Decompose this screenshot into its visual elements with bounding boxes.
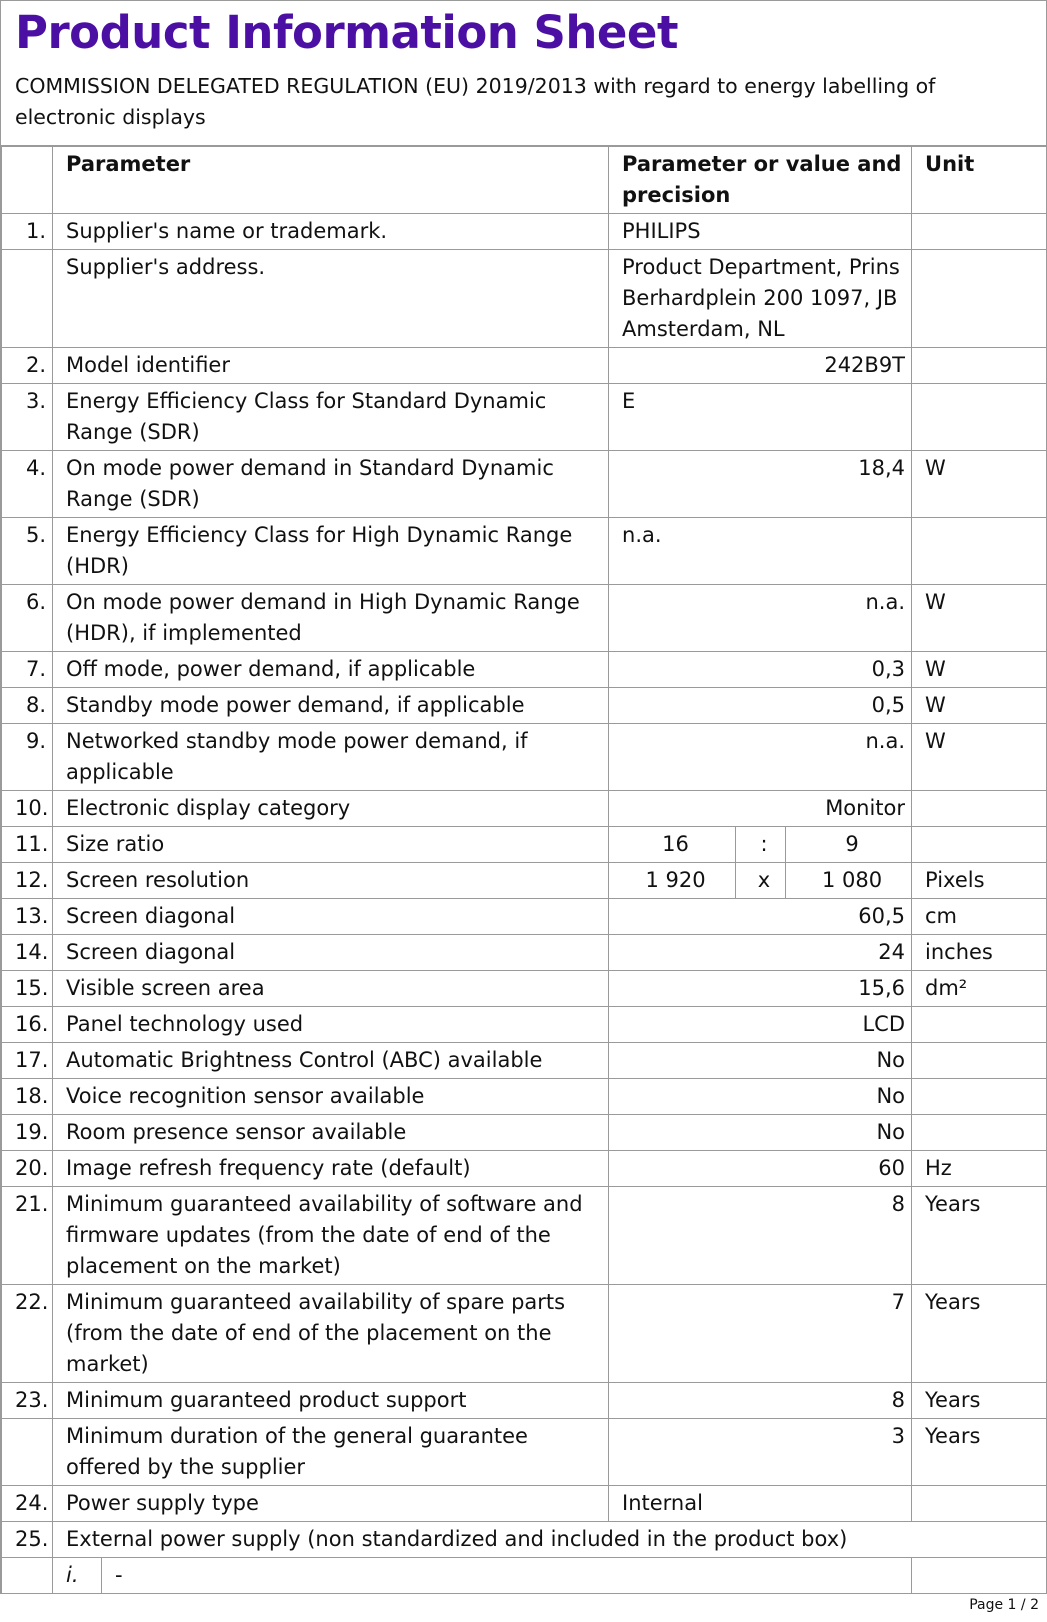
table-row — [2, 1151, 1047, 1187]
table-row — [2, 688, 1047, 724]
row-number: 25. — [2, 1522, 53, 1558]
row-unit — [912, 384, 1047, 451]
table-row — [2, 250, 1047, 348]
row-unit — [912, 348, 1047, 384]
row-value-a: 16 — [609, 827, 736, 863]
row-value: LCD — [609, 1007, 912, 1043]
row-parameter: Panel technology used — [53, 1007, 609, 1043]
table-row — [2, 1079, 1047, 1115]
row-number: 20. — [2, 1151, 53, 1187]
row-number: 19. — [2, 1115, 53, 1151]
row-unit: inches — [912, 935, 1047, 971]
row-unit — [912, 1486, 1047, 1522]
row-number: 12. — [2, 863, 53, 899]
table-row — [2, 1522, 1047, 1558]
table-row — [2, 971, 1047, 1007]
row-value: 3 — [609, 1419, 912, 1486]
row-unit: W — [912, 451, 1047, 518]
table-row — [2, 724, 1047, 791]
regulation-subtitle: COMMISSION DELEGATED REGULATION (EU) 2019/2013 with regard to energy labelling of electronic displays — [15, 74, 936, 129]
table-row — [2, 1187, 1047, 1285]
row-number — [2, 1558, 53, 1594]
table-row — [2, 451, 1047, 518]
row-unit — [912, 1558, 1047, 1594]
row-value: n.a. — [609, 585, 912, 652]
row-value: No — [609, 1079, 912, 1115]
table-row — [2, 1007, 1047, 1043]
row-value: 18,4 — [609, 451, 912, 518]
row-value: 7 — [609, 1285, 912, 1383]
row-unit: W — [912, 688, 1047, 724]
row-number: 2. — [2, 348, 53, 384]
row-parameter: Image refresh frequency rate (default) — [53, 1151, 609, 1187]
row-value: Product Department, Prins Berhardplein 200 1097, JB Amsterdam, NL — [609, 250, 912, 348]
row-number: 11. — [2, 827, 53, 863]
table-row — [2, 1486, 1047, 1522]
table-row — [2, 1285, 1047, 1383]
row-parameter: Screen resolution — [53, 863, 609, 899]
row-unit — [912, 518, 1047, 585]
row-value: 242B9T — [609, 348, 912, 384]
table-row — [2, 899, 1047, 935]
row-parameter: Minimum duration of the general guarantee offered by the supplier — [53, 1419, 609, 1486]
row-value-a: 1 920 — [609, 863, 736, 899]
row-value-separator: x — [736, 863, 786, 899]
table-row — [2, 585, 1047, 652]
row-number: 9. — [2, 724, 53, 791]
row-parameter: Off mode, power demand, if applicable — [53, 652, 609, 688]
table-row — [2, 518, 1047, 585]
row-value: Monitor — [609, 791, 912, 827]
table-row — [2, 384, 1047, 451]
row-unit — [912, 1079, 1047, 1115]
row-unit: Years — [912, 1383, 1047, 1419]
table-row — [2, 214, 1047, 250]
row-value: n.a. — [609, 518, 912, 585]
row-number: 17. — [2, 1043, 53, 1079]
header-num-cell — [2, 147, 53, 214]
row-parameter: On mode power demand in High Dynamic Range (HDR), if implemented — [53, 585, 609, 652]
row-unit — [912, 214, 1047, 250]
row-unit: W — [912, 585, 1047, 652]
row-value: Internal — [609, 1486, 912, 1522]
table-row — [2, 791, 1047, 827]
row-value: No — [609, 1043, 912, 1079]
row-value-separator: : — [736, 827, 786, 863]
sub-value: - — [102, 1558, 912, 1594]
row-parameter: Standby mode power demand, if applicable — [53, 688, 609, 724]
row-value: 0,5 — [609, 688, 912, 724]
row-parameter: Minimum guaranteed product support — [53, 1383, 609, 1419]
row-value: 8 — [609, 1187, 912, 1285]
row-value: n.a. — [609, 724, 912, 791]
row-parameter: Room presence sensor available — [53, 1115, 609, 1151]
row-unit — [912, 1115, 1047, 1151]
parameters-table — [1, 146, 1047, 1594]
row-value: No — [609, 1115, 912, 1151]
row-parameter: Minimum guaranteed availability of spare parts (from the date of end of the placement on the market) — [53, 1285, 609, 1383]
row-number: 16. — [2, 1007, 53, 1043]
row-number: 6. — [2, 585, 53, 652]
table-row — [2, 652, 1047, 688]
row-unit: Years — [912, 1285, 1047, 1383]
title-block — [1, 1, 1046, 146]
row-value: PHILIPS — [609, 214, 912, 250]
table-row — [2, 348, 1047, 384]
row-parameter: Networked standby mode power demand, if applicable — [53, 724, 609, 791]
table-row — [2, 1383, 1047, 1419]
row-parameter: External power supply (non standardized and included in the product box) — [53, 1522, 1047, 1558]
row-value: 15,6 — [609, 971, 912, 1007]
row-unit: W — [912, 652, 1047, 688]
row-parameter: Supplier's address. — [53, 250, 609, 348]
table-row — [2, 1115, 1047, 1151]
row-value-b: 1 080 — [786, 863, 912, 899]
header-parameter: Parameter — [53, 147, 609, 214]
row-unit: cm — [912, 899, 1047, 935]
row-unit: Pixels — [912, 863, 1047, 899]
row-number: 8. — [2, 688, 53, 724]
table-header-row — [2, 147, 1047, 214]
row-unit — [912, 1043, 1047, 1079]
sub-label: i. — [53, 1558, 102, 1594]
row-parameter: Minimum guaranteed availability of software and firmware updates (from the date of end of the placement on the market) — [53, 1187, 609, 1285]
row-parameter: Voice recognition sensor available — [53, 1079, 609, 1115]
row-unit — [912, 250, 1047, 348]
row-value: 24 — [609, 935, 912, 971]
row-number: 5. — [2, 518, 53, 585]
row-number — [2, 1419, 53, 1486]
row-value: 0,3 — [609, 652, 912, 688]
row-number: 10. — [2, 791, 53, 827]
row-unit — [912, 791, 1047, 827]
row-unit — [912, 827, 1047, 863]
row-number: 18. — [2, 1079, 53, 1115]
row-value: 8 — [609, 1383, 912, 1419]
row-parameter: Supplier's name or trademark. — [53, 214, 609, 250]
row-parameter: Screen diagonal — [53, 935, 609, 971]
table-row — [2, 863, 1047, 899]
table-row — [2, 827, 1047, 863]
row-number: 23. — [2, 1383, 53, 1419]
row-unit: Years — [912, 1419, 1047, 1486]
row-parameter: Screen diagonal — [53, 899, 609, 935]
table-row — [2, 935, 1047, 971]
row-parameter: Visible screen area — [53, 971, 609, 1007]
header-value: Parameter or value and precision — [609, 147, 912, 214]
row-unit: dm² — [912, 971, 1047, 1007]
row-number: 15. — [2, 971, 53, 1007]
row-number: 7. — [2, 652, 53, 688]
table-row — [2, 1043, 1047, 1079]
row-number: 22. — [2, 1285, 53, 1383]
row-parameter: Energy Efficiency Class for Standard Dynamic Range (SDR) — [53, 384, 609, 451]
row-value: E — [609, 384, 912, 451]
row-number — [2, 250, 53, 348]
row-unit: Hz — [912, 1151, 1047, 1187]
row-parameter: Energy Efficiency Class for High Dynamic Range (HDR) — [53, 518, 609, 585]
row-number: 21. — [2, 1187, 53, 1285]
row-parameter: Power supply type — [53, 1486, 609, 1522]
table-row — [2, 1558, 1047, 1594]
row-parameter: Automatic Brightness Control (ABC) available — [53, 1043, 609, 1079]
row-parameter: On mode power demand in Standard Dynamic Range (SDR) — [53, 451, 609, 518]
page-number: Page 1 / 2 — [969, 1597, 1039, 1613]
row-unit: W — [912, 724, 1047, 791]
table-row — [2, 1419, 1047, 1486]
row-parameter: Size ratio — [53, 827, 609, 863]
row-number: 14. — [2, 935, 53, 971]
row-number: 1. — [2, 214, 53, 250]
row-value: 60 — [609, 1151, 912, 1187]
row-number: 4. — [2, 451, 53, 518]
row-value: 60,5 — [609, 899, 912, 935]
page-title: Product Information Sheet — [15, 6, 678, 59]
row-unit — [912, 1007, 1047, 1043]
row-number: 24. — [2, 1486, 53, 1522]
row-number: 3. — [2, 384, 53, 451]
row-value-b: 9 — [786, 827, 912, 863]
row-parameter: Electronic display category — [53, 791, 609, 827]
row-unit: Years — [912, 1187, 1047, 1285]
row-parameter: Model identifier — [53, 348, 609, 384]
row-number: 13. — [2, 899, 53, 935]
header-unit: Unit — [912, 147, 1047, 214]
